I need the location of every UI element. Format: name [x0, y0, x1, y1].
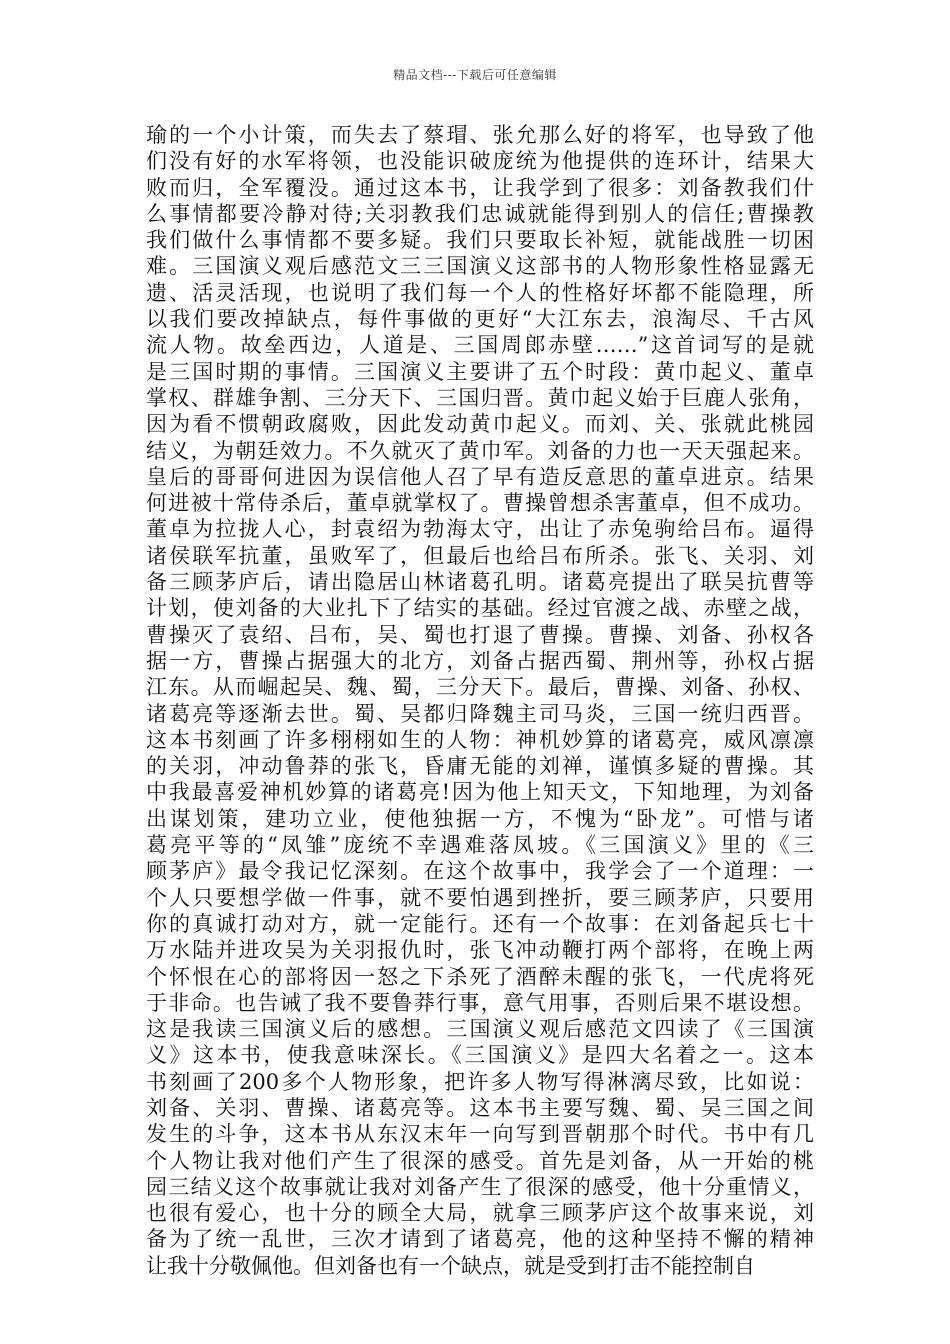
text-line: 皇后的哥哥何进因为误信他人召了早有造反意思的董卓进京。结果 [146, 464, 814, 489]
text-line: 中我最喜爱神机妙算的诸葛亮!因为他上知天文，下知地理，为刘备 [146, 780, 814, 805]
text-line: 于非命。也告诫了我不要鲁莽行事，意气用事，否则后果不堪设想。 [146, 990, 814, 1015]
text-line: 计划，使刘备的大业扎下了结实的基础。经过官渡之战、赤壁之战， [146, 596, 814, 621]
text-line: 让我十分敬佩他。但刘备也有一个缺点，就是受到打击不能控制自 [146, 1253, 755, 1278]
text-line: 的关羽，冲动鲁莽的张飞，昏庸无能的刘禅，谨慎多疑的曹操。其 [146, 754, 814, 779]
text-line: 江东。从而崛起吴、魏、蜀，三分天下。最后，曹操、刘备、孙权、 [146, 675, 814, 700]
text-line: 你的真诚打动对方，就一定能行。还有一个故事：在刘备起兵七十 [146, 911, 814, 936]
text-line: 遗、活灵活现，也说明了我们每一个人的性格好坏都不能隐理，所 [146, 280, 814, 305]
text-line: 难。三国演义观后感范文三三国演义这部书的人物形象性格显露无 [146, 254, 814, 279]
text-line: 何进被十常侍杀后，董卓就掌权了。曹操曾想杀害董卓，但不成功。 [146, 491, 814, 516]
page-header: 精品文档---下载后可任意编辑 [393, 68, 557, 82]
text-line: 败而归，全军覆没。通过这本书，让我学到了很多：刘备教我们什 [146, 175, 814, 200]
text-line: 曹操灭了袁绍、吕布，吴、蜀也打退了曹操。曹操、刘备、孙权各 [146, 622, 814, 647]
text-line: 书刻画了200多个人物形象，把许多人物写得淋漓尽致，比如说： [146, 1069, 814, 1094]
text-line: 么事情都要冷静对待;关羽教我们忠诚就能得到别人的信任;曹操教 [146, 201, 814, 226]
text-line: 备为了统一乱世，三次才请到了诸葛亮，他的这种坚持不懈的精神 [146, 1227, 814, 1252]
text-line: 个怀恨在心的部将因一怒之下杀死了酒醉未醒的张飞，一代虎将死 [146, 964, 814, 989]
text-line: 们没有好的水军将领，也没能识破庞统为他提供的连环计，结果大 [146, 149, 814, 174]
text-line: 备三顾茅庐后，请出隐居山林诸葛孔明。诸葛亮提出了联吴抗曹等 [146, 570, 814, 595]
text-line: 万水陆并进攻吴为关羽报仇时，张飞冲动鞭打两个部将，在晚上两 [146, 938, 814, 963]
text-line: 个人只要想学做一件事，就不要怕遇到挫折，要三顾茅庐，只要用 [146, 885, 814, 910]
text-line: 以我们要改掉缺点，每件事做的更好“大江东去，浪淘尽、千古风 [146, 307, 814, 332]
text-line: 个人物让我对他们产生了很深的感受。首先是刘备，从一开始的桃 [146, 1148, 814, 1173]
text-line: 也很有爱心，也十分的顾全大局，就拿三顾茅庐这个故事来说，刘 [146, 1201, 814, 1226]
text-line: 诸葛亮等逐渐去世。蜀、吴都归降魏主司马炎，三国一统归西晋。 [146, 701, 814, 726]
text-line: 因为看不惯朝政腐败，因此发动黄巾起义。而刘、关、张就此桃园 [146, 412, 814, 437]
text-line: 诸侯联军抗董，虽败军了，但最后也给吕布所杀。张飞、关羽、刘 [146, 543, 814, 568]
text-line: 这本书刻画了许多栩栩如生的人物：神机妙算的诸葛亮，威风凛凛 [146, 727, 814, 752]
text-line: 瑜的一个小计策，而失去了蔡瑁、张允那么好的将军，也导致了他 [146, 123, 814, 147]
text-line: 发生的斗争，这本书从东汉末年一向写到晋朝那个时代。书中有几 [146, 1122, 814, 1147]
text-line: 刘备、关羽、曹操、诸葛亮等。这本书主要写魏、蜀、吴三国之间 [146, 1095, 814, 1120]
text-line: 葛亮平等的“凤雏”庞统不幸遇难落凤坡。《三国演义》里的《三 [146, 833, 814, 858]
text-line: 义》这本书，使我意味深长。《三国演义》是四大名着之一。这本 [146, 1043, 814, 1068]
text-line: 出谋划策，建功立业，使他独据一方，不愧为“卧龙”。可惜与诸 [146, 806, 814, 831]
body-text [146, 122, 814, 1279]
text-line: 流人物。故垒西边，人道是、三国周郎赤壁……”这首词写的是就 [146, 333, 814, 358]
text-line: 我们做什么事情都不要多疑。我们只要取长补短，就能战胜一切困 [146, 228, 814, 253]
text-line: 是三国时期的事情。三国演义主要讲了五个时段：黄巾起义、董卓 [146, 359, 814, 384]
text-line: 据一方，曹操占据强大的北方，刘备占据西蜀、荆州等，孙权占据 [146, 648, 814, 673]
text-line: 园三结义这个故事就让我对刘备产生了很深的感受，他十分重情义， [146, 1174, 814, 1199]
text-line: 顾茅庐》最令我记忆深刻。在这个故事中，我学会了一个道理：一 [146, 859, 814, 884]
text-line: 结义，为朝廷效力。不久就灭了黄巾军。刘备的力也一天天强起来。 [146, 438, 814, 463]
text-line: 这是我读三国演义后的感想。三国演义观后感范文四读了《三国演 [146, 1017, 814, 1042]
text-line: 董卓为拉拢人心，封袁绍为勃海太守，出让了赤兔驹给吕布。逼得 [146, 517, 814, 542]
text-line: 掌权、群雄争割、三分天下、三国归晋。黄巾起义始于巨鹿人张角， [146, 385, 814, 410]
